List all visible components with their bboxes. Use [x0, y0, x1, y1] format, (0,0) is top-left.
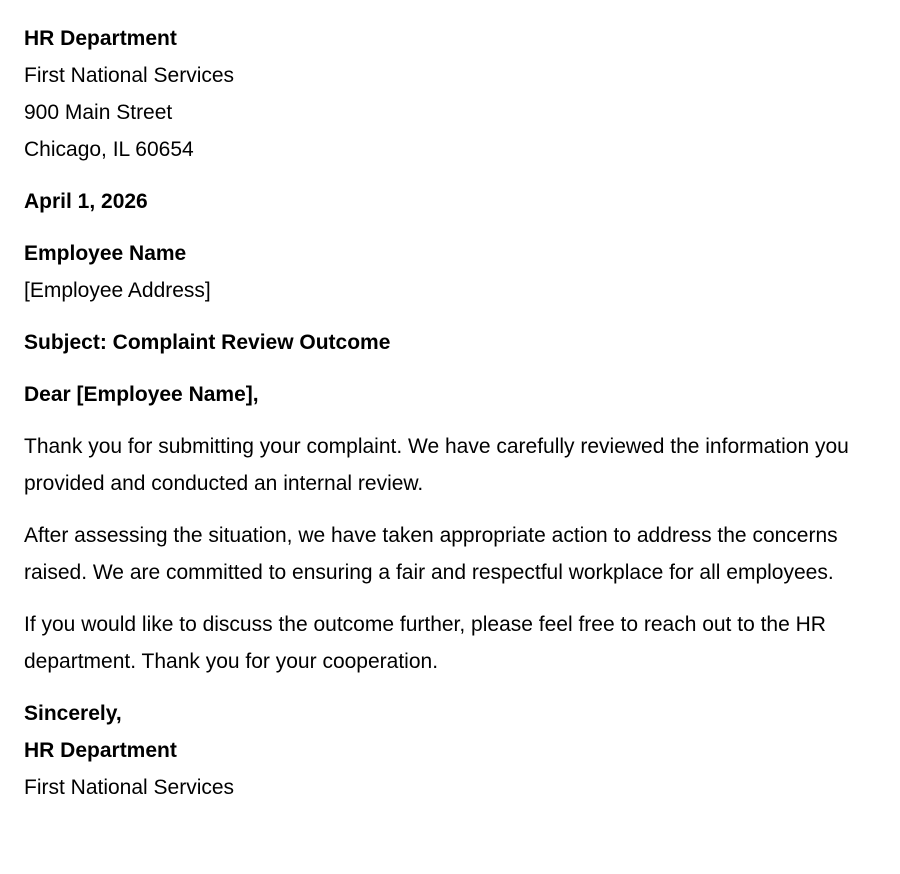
body-paragraph-2-text: After assessing the situation, we have taken appropriate action to address the concerns raised. We are committed to ensuring a fair and respectful workplace for all employees. [24, 524, 838, 584]
salutation: Dear [Employee Name], [24, 383, 259, 406]
sender-street: 900 Main Street [24, 101, 173, 124]
recipient-address: [Employee Address] [24, 279, 211, 302]
body-paragraph-3 [24, 606, 876, 680]
subject-block [24, 324, 876, 361]
sender-company: First National Services [24, 64, 235, 87]
body-paragraph-3-text: If you would like to discuss the outcome further, please feel free to reach out to the HR department. Thank you for your cooperation. [24, 613, 826, 673]
body-paragraph-2 [24, 517, 876, 591]
date-block [24, 183, 876, 220]
salutation-block [24, 376, 876, 413]
sender-block [24, 20, 876, 168]
letter-date: April 1, 2026 [24, 190, 148, 213]
closing-department: HR Department [24, 739, 177, 762]
closing-block [24, 695, 876, 806]
letter-document [24, 20, 876, 806]
body-paragraph-1 [24, 428, 876, 502]
subject-line: Subject: Complaint Review Outcome [24, 331, 391, 354]
closing-company: First National Services [24, 776, 235, 799]
body-paragraph-1-text: Thank you for submitting your complaint. We have carefully reviewed the information you provided and conducted an internal review. [24, 435, 849, 495]
sender-city-state-zip: Chicago, IL 60654 [24, 138, 194, 161]
recipient-name: Employee Name [24, 242, 187, 265]
recipient-block [24, 235, 876, 309]
sender-department: HR Department [24, 27, 177, 50]
closing-sign-off: Sincerely, [24, 702, 122, 725]
